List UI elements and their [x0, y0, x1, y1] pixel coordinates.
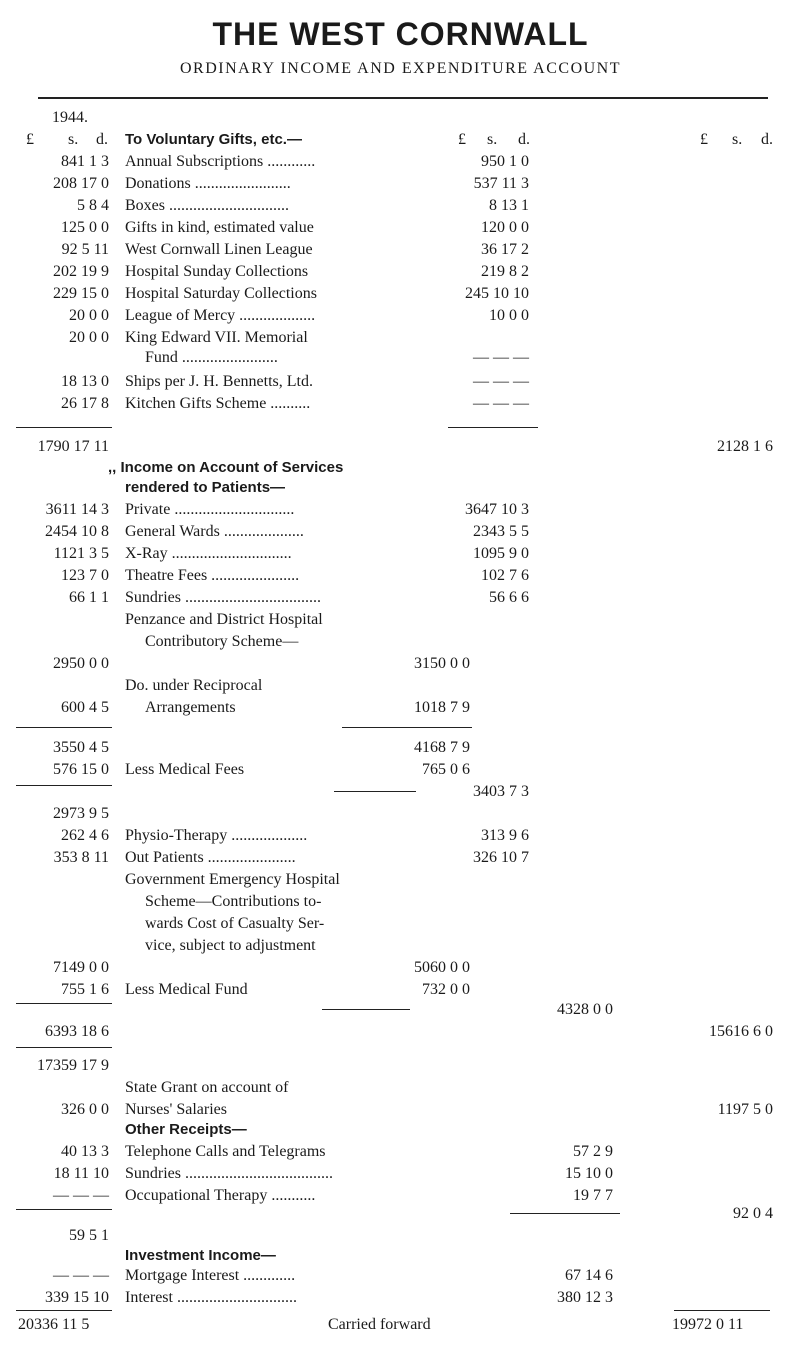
left-currency-shilling: s. [68, 131, 79, 148]
state-right: 1197 5 0 [717, 1101, 773, 1118]
svc-left-3: 123 7 0 [61, 567, 109, 584]
other-heading: Other Receipts— [125, 1121, 247, 1138]
other-val-1: 15 10 0 [565, 1165, 613, 1182]
services-total-right: 15616 6 0 [709, 1023, 773, 1040]
right-currency-pound: £ [700, 131, 708, 148]
govt-line-4: vice, subject to adjustment [145, 937, 316, 954]
invest-text-0: Mortgage Interest ............. [125, 1267, 296, 1284]
govt-line-3: wards Cost of Casualty Ser- [145, 915, 325, 932]
vol-text-3: Gifts in kind, estimated value [125, 219, 314, 236]
other-text-1: Sundries ..................................... [125, 1165, 333, 1182]
other-total-left: 59 5 1 [69, 1227, 109, 1244]
vol-left-3: 125 0 0 [61, 219, 109, 236]
vol-text-6: Hospital Saturday Collections [125, 285, 317, 302]
other-val-0: 57 2 9 [573, 1143, 613, 1160]
services-heading-2: rendered to Patients— [125, 479, 286, 496]
other-left-2: — — — [53, 1187, 109, 1204]
vol-val-1: 537 11 3 [473, 175, 529, 192]
footer-left-total: 20336 11 5 [18, 1316, 90, 1333]
footer-rule-left [16, 1310, 112, 1311]
vol-val-10: — — — [473, 373, 529, 390]
net1-left: 2973 9 5 [53, 805, 109, 822]
page-title: THE WEST CORNWALL [212, 16, 589, 52]
penzance-line-1: Penzance and District Hospital [125, 611, 323, 628]
rule-mid-1 [448, 427, 538, 428]
outpat-text: Out Patients ...................... [125, 849, 296, 866]
vol-left-6: 229 15 0 [53, 285, 109, 302]
vol-val-3: 120 0 0 [481, 219, 529, 236]
penzance-line-2: Contributory Scheme— [145, 633, 299, 650]
vol-val-6: 245 10 10 [465, 285, 529, 302]
svc-val-4: 56 6 6 [489, 589, 529, 606]
vol-text-2: Boxes .............................. [125, 197, 289, 214]
vol-val-11: — — — [473, 395, 529, 412]
voluntary-heading: To Voluntary Gifts, etc.— [125, 131, 302, 148]
sub1-val: 4168 7 9 [414, 739, 470, 756]
svc-left-2: 1121 3 5 [53, 545, 109, 562]
page-subtitle: ORDINARY INCOME AND EXPENDITURE ACCOUNT [179, 60, 622, 77]
other-left-0: 40 13 3 [61, 1143, 109, 1160]
vol-left-7: 20 0 0 [69, 307, 109, 324]
rule-left-4 [16, 1003, 112, 1004]
physio-left: 262 4 6 [61, 827, 109, 844]
govt-line-2: Scheme—Contributions to- [145, 893, 322, 910]
voluntary-total-right: 2128 1 6 [717, 438, 773, 455]
rule-left-2 [16, 727, 112, 728]
svc-left-4: 66 1 1 [69, 589, 109, 606]
vol-left-1: 208 17 0 [53, 175, 109, 192]
rule-left-5 [16, 1047, 112, 1048]
vol-text-4: West Cornwall Linen League [125, 241, 313, 258]
vol-left-11: 26 17 8 [61, 395, 109, 412]
vol-val-5: 219 8 2 [481, 263, 529, 280]
services-heading: ,, Income on Account of Services [108, 459, 344, 476]
right-currency-pence: d. [761, 131, 773, 148]
state-line-1: State Grant on account of [125, 1079, 289, 1096]
mid-currency-shilling: s. [487, 131, 498, 148]
svc-val-2: 1095 9 0 [473, 545, 529, 562]
invest-val-1: 380 12 3 [557, 1289, 613, 1306]
invest-text-1: Interest .............................. [125, 1289, 297, 1306]
mid-currency-pound: £ [458, 131, 466, 148]
other-left-1: 18 11 10 [53, 1165, 109, 1182]
net2-val: 4328 0 0 [557, 1001, 613, 1018]
right-currency-shilling: s. [732, 131, 743, 148]
rule-left-3 [16, 785, 112, 786]
svc-text-1: General Wards .................... [125, 523, 304, 540]
svc-val-1: 2343 5 5 [473, 523, 529, 540]
govt-left: 7149 0 0 [53, 959, 109, 976]
voluntary-total-left: 1790 17 11 [37, 438, 109, 455]
other-total-right: 92 0 4 [733, 1205, 773, 1222]
rule-mid-3 [334, 791, 416, 792]
vol-left-4: 92 5 11 [61, 241, 109, 258]
rule-left-1 [16, 427, 112, 428]
mid-currency-pence: d. [518, 131, 530, 148]
sub1-left: 3550 4 5 [53, 739, 109, 756]
vol-left-8: 20 0 0 [69, 329, 109, 346]
other-text-2: Occupational Therapy ........... [125, 1187, 316, 1204]
rule-mid-2 [342, 727, 472, 728]
vol-val-0: 950 1 0 [481, 153, 529, 170]
vol-left-0: 841 1 3 [61, 153, 109, 170]
govt-line-1: Government Emergency Hospital [125, 871, 340, 888]
reciprocal-val: 1018 7 9 [414, 699, 470, 716]
reciprocal-line-2: Arrangements [145, 699, 236, 716]
vol-text-9: Fund ........................ [145, 349, 278, 366]
svc-val-3: 102 7 6 [481, 567, 529, 584]
left-currency-pound: £ [26, 131, 34, 148]
outpat-left: 353 8 11 [53, 849, 109, 866]
svc-text-3: Theatre Fees ...................... [125, 567, 300, 584]
lessfund-left: 755 1 6 [61, 981, 109, 998]
vol-text-5: Hospital Sunday Collections [125, 263, 309, 280]
lessmed-text: Less Medical Fees [125, 761, 245, 778]
rule-left-6 [16, 1209, 112, 1210]
footer-carried-forward: Carried forward [328, 1316, 431, 1333]
state-line-2: Nurses' Salaries [125, 1101, 227, 1118]
outpat-val: 326 10 7 [473, 849, 529, 866]
rule-mid-6 [510, 1213, 620, 1214]
svc-text-4: Sundries .................................. [125, 589, 321, 606]
vol-left-10: 18 13 0 [61, 373, 109, 390]
vol-text-0: Annual Subscriptions ............ [125, 153, 316, 170]
invest-left-1: 339 15 10 [45, 1289, 109, 1306]
rule-mid-4 [322, 1009, 410, 1010]
invest-left-0: — — — [53, 1267, 109, 1284]
vol-left-5: 202 19 9 [53, 263, 109, 280]
lessfund-text: Less Medical Fund [125, 981, 248, 998]
vol-val-2: 8 13 1 [489, 197, 529, 214]
left-currency-pence: d. [96, 131, 108, 148]
vol-val-7: 10 0 0 [489, 307, 529, 324]
other-val-2: 19 7 7 [573, 1187, 613, 1204]
penzance-left: 2950 0 0 [53, 655, 109, 672]
vol-text-7: League of Mercy ................... [125, 307, 316, 324]
vol-text-1: Donations ........................ [125, 175, 291, 192]
svc-left-1: 2454 10 8 [45, 523, 109, 540]
footer-rule-right [674, 1310, 770, 1311]
grand-left: 17359 17 9 [37, 1057, 109, 1074]
lessmed-val: 765 0 6 [422, 761, 470, 778]
services-total-left: 6393 18 6 [45, 1023, 109, 1040]
vol-text-8: King Edward VII. Memorial [125, 329, 308, 346]
lessfund-val: 732 0 0 [422, 981, 470, 998]
svc-left-0: 3611 14 3 [45, 501, 109, 518]
physio-val: 313 9 6 [481, 827, 529, 844]
physio-text: Physio-Therapy ................... [125, 827, 308, 844]
other-text-0: Telephone Calls and Telegrams [125, 1143, 326, 1160]
invest-heading: Investment Income— [125, 1247, 276, 1264]
svc-text-0: Private .............................. [125, 501, 295, 518]
svc-val-0: 3647 10 3 [465, 501, 529, 518]
state-left: 326 0 0 [61, 1101, 109, 1118]
govt-val: 5060 0 0 [414, 959, 470, 976]
vol-val-9: — — — [473, 349, 529, 366]
net1-val: 3403 7 3 [473, 783, 529, 800]
year-label: 1944. [52, 109, 88, 126]
vol-text-11: Kitchen Gifts Scheme .......... [125, 395, 311, 412]
footer-right-total: 19972 0 11 [672, 1316, 744, 1333]
reciprocal-left: 600 4 5 [61, 699, 109, 716]
penzance-val: 3150 0 0 [414, 655, 470, 672]
svc-text-2: X-Ray .............................. [125, 545, 292, 562]
vol-val-4: 36 17 2 [481, 241, 529, 258]
invest-val-0: 67 14 6 [565, 1267, 613, 1284]
vol-text-10: Ships per J. H. Bennetts, Ltd. [125, 373, 313, 390]
header-rule [38, 97, 768, 99]
lessmed-left: 576 15 0 [53, 761, 109, 778]
reciprocal-line-1: Do. under Reciprocal [125, 677, 263, 694]
vol-left-2: 5 8 4 [77, 197, 109, 214]
